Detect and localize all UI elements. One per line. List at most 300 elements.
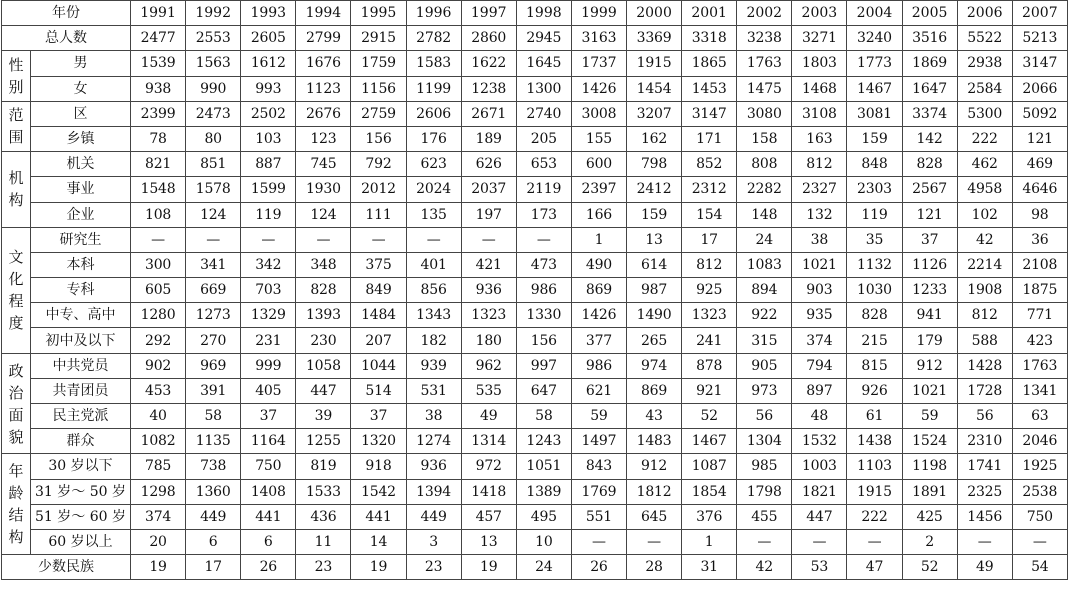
data-cell: 794 xyxy=(792,353,847,378)
data-cell: 162 xyxy=(626,126,681,151)
group-label-char: 结 xyxy=(8,506,24,525)
data-cell: 849 xyxy=(351,278,406,303)
data-cell: 401 xyxy=(406,252,461,277)
data-cell: 600 xyxy=(571,152,626,177)
total-cell: 2553 xyxy=(186,26,241,51)
data-cell: 270 xyxy=(186,328,241,353)
data-cell: 123 xyxy=(296,126,351,151)
data-cell: 14 xyxy=(351,529,406,554)
data-cell: 1274 xyxy=(406,429,461,454)
data-cell: 342 xyxy=(241,252,296,277)
data-cell: 171 xyxy=(682,126,737,151)
minority-cell: 49 xyxy=(957,555,1012,580)
data-cell: 987 xyxy=(626,278,681,303)
data-cell: 37 xyxy=(902,227,957,252)
group-label-char: 围 xyxy=(8,128,24,147)
data-cell: 189 xyxy=(461,126,516,151)
data-cell: 828 xyxy=(902,152,957,177)
data-cell: 374 xyxy=(131,504,186,529)
data-cell: 37 xyxy=(351,404,406,429)
data-cell: 78 xyxy=(131,126,186,151)
data-cell: 1021 xyxy=(792,252,847,277)
data-cell: 1578 xyxy=(186,177,241,202)
table-row xyxy=(2,76,1068,101)
year-header-cell: 2000 xyxy=(626,1,681,26)
year-header: 年份 xyxy=(2,1,131,26)
data-cell: 124 xyxy=(296,202,351,227)
data-cell: 158 xyxy=(737,126,792,151)
group-label-char: 貌 xyxy=(8,427,24,446)
data-cell: 48 xyxy=(792,404,847,429)
group-label xyxy=(2,51,31,101)
total-cell: 5213 xyxy=(1012,26,1067,51)
data-cell: 1156 xyxy=(351,76,406,101)
data-cell: — xyxy=(516,227,571,252)
data-cell: 986 xyxy=(571,353,626,378)
data-cell: 20 xyxy=(131,529,186,554)
data-cell: 38 xyxy=(792,227,847,252)
data-cell: 2 xyxy=(902,529,957,554)
data-cell: 56 xyxy=(737,404,792,429)
data-cell: 1741 xyxy=(957,454,1012,479)
data-cell: 2037 xyxy=(461,177,516,202)
data-cell: 2119 xyxy=(516,177,571,202)
data-cell: 745 xyxy=(296,152,351,177)
data-cell: 1484 xyxy=(351,303,406,328)
data-cell: 205 xyxy=(516,126,571,151)
data-cell: 377 xyxy=(571,328,626,353)
data-cell: 103 xyxy=(241,126,296,151)
data-cell: 59 xyxy=(571,404,626,429)
data-cell: 821 xyxy=(131,152,186,177)
data-cell: 3207 xyxy=(626,101,681,126)
total-cell: 3163 xyxy=(571,26,626,51)
data-cell: 80 xyxy=(186,126,241,151)
data-cell: 166 xyxy=(571,202,626,227)
row-label: 机关 xyxy=(31,152,131,177)
data-cell: 1763 xyxy=(1012,353,1067,378)
data-cell: 2312 xyxy=(682,177,737,202)
row-label: 60 岁以上 xyxy=(31,529,131,554)
data-cell: 1341 xyxy=(1012,378,1067,403)
data-cell: 40 xyxy=(131,404,186,429)
data-cell: 1869 xyxy=(902,51,957,76)
data-cell: 1 xyxy=(682,529,737,554)
data-cell: 921 xyxy=(682,378,737,403)
data-cell: 222 xyxy=(957,126,1012,151)
data-cell: 514 xyxy=(351,378,406,403)
data-cell: 999 xyxy=(241,353,296,378)
data-cell: 1003 xyxy=(792,454,847,479)
row-label: 中专、高中 xyxy=(31,303,131,328)
data-cell: 922 xyxy=(737,303,792,328)
group-label-char: 性 xyxy=(8,56,24,75)
data-cell: 771 xyxy=(1012,303,1067,328)
data-cell: 24 xyxy=(737,227,792,252)
data-cell: 3147 xyxy=(1012,51,1067,76)
data-cell: 614 xyxy=(626,252,681,277)
data-cell: 1343 xyxy=(406,303,461,328)
group-label xyxy=(2,454,31,555)
data-cell: 179 xyxy=(902,328,957,353)
data-cell: 58 xyxy=(186,404,241,429)
data-cell: 1058 xyxy=(296,353,351,378)
minority-cell: 24 xyxy=(516,555,571,580)
data-cell: 1524 xyxy=(902,429,957,454)
data-cell: 207 xyxy=(351,328,406,353)
row-label: 本科 xyxy=(31,252,131,277)
minority-cell: 23 xyxy=(406,555,461,580)
row-label: 31 岁～ 50 岁 xyxy=(31,479,131,504)
data-cell: 1812 xyxy=(626,479,681,504)
data-cell: 5300 xyxy=(957,101,1012,126)
data-cell: — xyxy=(737,529,792,554)
row-label: 男 xyxy=(31,51,131,76)
total-cell: 2782 xyxy=(406,26,461,51)
year-header-cell: 2003 xyxy=(792,1,847,26)
data-cell: 59 xyxy=(902,404,957,429)
data-cell: 1 xyxy=(571,227,626,252)
data-cell: 405 xyxy=(241,378,296,403)
row-label: 51 岁～ 60 岁 xyxy=(31,504,131,529)
data-cell: 843 xyxy=(571,454,626,479)
data-cell: 1763 xyxy=(737,51,792,76)
data-cell: 374 xyxy=(792,328,847,353)
data-cell: 447 xyxy=(792,504,847,529)
data-cell: 1728 xyxy=(957,378,1012,403)
data-cell: 1483 xyxy=(626,429,681,454)
data-cell: 808 xyxy=(737,152,792,177)
data-cell: 1467 xyxy=(847,76,902,101)
data-cell: 449 xyxy=(186,504,241,529)
data-cell: 848 xyxy=(847,152,902,177)
data-cell: 647 xyxy=(516,378,571,403)
data-cell: 1255 xyxy=(296,429,351,454)
data-cell: 63 xyxy=(1012,404,1067,429)
data-cell: — xyxy=(957,529,1012,554)
data-cell: 1930 xyxy=(296,177,351,202)
data-cell: 222 xyxy=(847,504,902,529)
total-cell: 3271 xyxy=(792,26,847,51)
data-cell: 938 xyxy=(131,76,186,101)
data-cell: 2303 xyxy=(847,177,902,202)
data-cell: 421 xyxy=(461,252,516,277)
data-cell: 1542 xyxy=(351,479,406,504)
data-cell: 37 xyxy=(241,404,296,429)
data-cell: 669 xyxy=(186,278,241,303)
data-cell: 300 xyxy=(131,252,186,277)
table-row xyxy=(2,328,1068,353)
data-cell: 531 xyxy=(406,378,461,403)
data-cell: 912 xyxy=(626,454,681,479)
data-cell: 1737 xyxy=(571,51,626,76)
data-cell: 1051 xyxy=(516,454,571,479)
data-cell: 1468 xyxy=(792,76,847,101)
data-cell: 703 xyxy=(241,278,296,303)
data-cell: 441 xyxy=(241,504,296,529)
minority-cell: 19 xyxy=(351,555,406,580)
group-label-char: 别 xyxy=(8,78,24,97)
data-cell: 1583 xyxy=(406,51,461,76)
data-cell: 2938 xyxy=(957,51,1012,76)
data-cell: 812 xyxy=(792,152,847,177)
data-cell: 132 xyxy=(792,202,847,227)
data-cell: 903 xyxy=(792,278,847,303)
data-cell: 750 xyxy=(1012,504,1067,529)
data-cell: 997 xyxy=(516,353,571,378)
data-cell: 935 xyxy=(792,303,847,328)
data-cell: 653 xyxy=(516,152,571,177)
data-cell: 2473 xyxy=(186,101,241,126)
data-cell: 156 xyxy=(351,126,406,151)
data-cell: 42 xyxy=(957,227,1012,252)
data-cell: 1233 xyxy=(902,278,957,303)
minority-cell: 19 xyxy=(461,555,516,580)
data-cell: 6 xyxy=(241,529,296,554)
data-cell: 176 xyxy=(406,126,461,151)
data-cell: 121 xyxy=(1012,126,1067,151)
data-cell: 154 xyxy=(682,202,737,227)
data-cell: 1769 xyxy=(571,479,626,504)
data-cell: 447 xyxy=(296,378,351,403)
group-label xyxy=(2,101,31,151)
table-row xyxy=(2,479,1068,504)
minority-cell: 52 xyxy=(902,555,957,580)
data-cell: — xyxy=(847,529,902,554)
data-cell: 2671 xyxy=(461,101,516,126)
data-cell: 10 xyxy=(516,529,571,554)
year-header-cell: 1995 xyxy=(351,1,406,26)
minority-cell: 26 xyxy=(571,555,626,580)
group-label-char: 范 xyxy=(8,106,24,125)
data-cell: 1298 xyxy=(131,479,186,504)
total-label: 总人数 xyxy=(2,26,131,51)
data-cell: 815 xyxy=(847,353,902,378)
year-header-cell: 1993 xyxy=(241,1,296,26)
data-cell: 38 xyxy=(406,404,461,429)
data-cell: 856 xyxy=(406,278,461,303)
data-cell: 441 xyxy=(351,504,406,529)
total-cell: 3240 xyxy=(847,26,902,51)
data-cell: 1393 xyxy=(296,303,351,328)
data-cell: — xyxy=(406,227,461,252)
row-label: 企业 xyxy=(31,202,131,227)
data-cell: 1454 xyxy=(626,76,681,101)
row-label: 乡镇 xyxy=(31,126,131,151)
data-cell: 2740 xyxy=(516,101,571,126)
total-cell: 2860 xyxy=(461,26,516,51)
data-cell: 348 xyxy=(296,252,351,277)
data-cell: 462 xyxy=(957,152,1012,177)
minority-label: 少数民族 xyxy=(2,555,131,580)
data-cell: 49 xyxy=(461,404,516,429)
data-cell: 2046 xyxy=(1012,429,1067,454)
year-header-cell: 1997 xyxy=(461,1,516,26)
table-body xyxy=(2,1,1068,580)
data-cell: 738 xyxy=(186,454,241,479)
table-row xyxy=(2,278,1068,303)
data-cell: 962 xyxy=(461,353,516,378)
data-cell: 473 xyxy=(516,252,571,277)
data-cell: 1126 xyxy=(902,252,957,277)
data-cell: 3 xyxy=(406,529,461,554)
data-cell: 2397 xyxy=(571,177,626,202)
group-label xyxy=(2,227,31,353)
data-cell: 1389 xyxy=(516,479,571,504)
data-cell: 1821 xyxy=(792,479,847,504)
data-cell: 436 xyxy=(296,504,351,529)
data-cell: 2502 xyxy=(241,101,296,126)
data-cell: 902 xyxy=(131,353,186,378)
data-cell: 1773 xyxy=(847,51,902,76)
data-cell: 936 xyxy=(461,278,516,303)
minority-cell: 17 xyxy=(186,555,241,580)
data-cell: 1273 xyxy=(186,303,241,328)
data-cell: 1759 xyxy=(351,51,406,76)
data-cell: 455 xyxy=(737,504,792,529)
data-cell: 878 xyxy=(682,353,737,378)
minority-row xyxy=(2,555,1068,580)
year-header-cell: 2007 xyxy=(1012,1,1067,26)
data-cell: 376 xyxy=(682,504,737,529)
data-cell: 1915 xyxy=(626,51,681,76)
data-cell: 58 xyxy=(516,404,571,429)
data-cell: 1199 xyxy=(406,76,461,101)
data-cell: 1021 xyxy=(902,378,957,403)
data-cell: 941 xyxy=(902,303,957,328)
data-cell: 1123 xyxy=(296,76,351,101)
data-cell: 939 xyxy=(406,353,461,378)
data-cell: 2538 xyxy=(1012,479,1067,504)
data-cell: 588 xyxy=(957,328,1012,353)
data-cell: 972 xyxy=(461,454,516,479)
total-cell: 3238 xyxy=(737,26,792,51)
data-cell: 1323 xyxy=(461,303,516,328)
minority-cell: 26 xyxy=(241,555,296,580)
data-cell: 197 xyxy=(461,202,516,227)
data-cell: 13 xyxy=(461,529,516,554)
group-label-char: 年 xyxy=(8,462,24,481)
data-cell: 2676 xyxy=(296,101,351,126)
data-cell: 98 xyxy=(1012,202,1067,227)
data-cell: — xyxy=(626,529,681,554)
data-cell: 1798 xyxy=(737,479,792,504)
data-cell: — xyxy=(571,529,626,554)
minority-cell: 31 xyxy=(682,555,737,580)
data-cell: — xyxy=(241,227,296,252)
data-cell: 230 xyxy=(296,328,351,353)
row-label: 民主党派 xyxy=(31,404,131,429)
data-cell: 1394 xyxy=(406,479,461,504)
data-cell: 3147 xyxy=(682,101,737,126)
data-cell: 2066 xyxy=(1012,76,1067,101)
data-cell: 11 xyxy=(296,529,351,554)
total-cell: 2605 xyxy=(241,26,296,51)
data-cell: 61 xyxy=(847,404,902,429)
data-cell: 375 xyxy=(351,252,406,277)
data-cell: 1532 xyxy=(792,429,847,454)
year-header-cell: 1996 xyxy=(406,1,461,26)
data-cell: 2327 xyxy=(792,177,847,202)
minority-cell: 42 xyxy=(737,555,792,580)
data-cell: 1453 xyxy=(682,76,737,101)
total-cell: 2477 xyxy=(131,26,186,51)
data-cell: 2012 xyxy=(351,177,406,202)
data-cell: 974 xyxy=(626,353,681,378)
data-cell: 1238 xyxy=(461,76,516,101)
group-label-char: 龄 xyxy=(8,484,24,503)
minority-cell: 19 xyxy=(131,555,186,580)
data-cell: 985 xyxy=(737,454,792,479)
table-row xyxy=(2,504,1068,529)
data-cell: 792 xyxy=(351,152,406,177)
table-row xyxy=(2,252,1068,277)
row-label: 事业 xyxy=(31,177,131,202)
data-cell: 1164 xyxy=(241,429,296,454)
data-cell: 1044 xyxy=(351,353,406,378)
data-cell: 1198 xyxy=(902,454,957,479)
data-cell: 6 xyxy=(186,529,241,554)
table-row xyxy=(2,152,1068,177)
data-cell: 182 xyxy=(406,328,461,353)
data-cell: 750 xyxy=(241,454,296,479)
data-cell: 1599 xyxy=(241,177,296,202)
data-cell: 215 xyxy=(847,328,902,353)
data-cell: 3108 xyxy=(792,101,847,126)
data-cell: 1676 xyxy=(296,51,351,76)
data-cell: — xyxy=(351,227,406,252)
data-cell: 2325 xyxy=(957,479,1012,504)
table-row xyxy=(2,101,1068,126)
data-cell: 1490 xyxy=(626,303,681,328)
group-label-char: 程 xyxy=(8,292,24,311)
data-cell: 905 xyxy=(737,353,792,378)
total-cell: 2945 xyxy=(516,26,571,51)
data-cell: 124 xyxy=(186,202,241,227)
group-label-char: 面 xyxy=(8,405,24,424)
data-cell: 241 xyxy=(682,328,737,353)
data-cell: 1304 xyxy=(737,429,792,454)
table-row xyxy=(2,378,1068,403)
data-cell: 1243 xyxy=(516,429,571,454)
data-cell: 2606 xyxy=(406,101,461,126)
data-cell: 1329 xyxy=(241,303,296,328)
table-row xyxy=(2,202,1068,227)
data-cell: 3081 xyxy=(847,101,902,126)
data-cell: — xyxy=(1012,529,1067,554)
group-label-char: 构 xyxy=(8,528,24,547)
year-header-cell: 1991 xyxy=(131,1,186,26)
group-label-char: 机 xyxy=(8,169,24,188)
data-cell: 1645 xyxy=(516,51,571,76)
group-label-char: 文 xyxy=(8,248,24,267)
data-cell: 812 xyxy=(957,303,1012,328)
data-cell: 535 xyxy=(461,378,516,403)
table-row xyxy=(2,404,1068,429)
minority-cell: 28 xyxy=(626,555,681,580)
data-cell: 645 xyxy=(626,504,681,529)
data-cell: 341 xyxy=(186,252,241,277)
group-label-char: 化 xyxy=(8,270,24,289)
data-cell: 918 xyxy=(351,454,406,479)
data-cell: 1438 xyxy=(847,429,902,454)
data-cell: 1320 xyxy=(351,429,406,454)
year-header-cell: 2001 xyxy=(682,1,737,26)
data-cell: 52 xyxy=(682,404,737,429)
row-label: 共青团员 xyxy=(31,378,131,403)
data-cell: 1280 xyxy=(131,303,186,328)
statistics-table xyxy=(1,0,1068,580)
